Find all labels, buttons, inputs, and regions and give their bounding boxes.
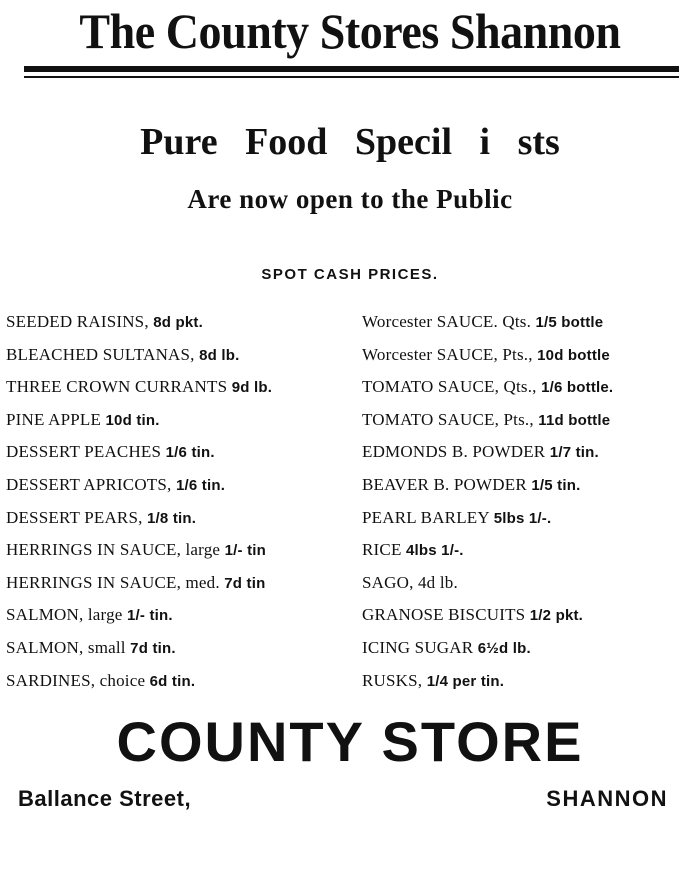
item-name: DESSERT PEACHES bbox=[6, 442, 166, 462]
price-item bbox=[6, 436, 356, 469]
price-item bbox=[362, 534, 700, 567]
item-price: 1/6 bottle. bbox=[541, 379, 614, 397]
item-name: HERRINGS IN SAUCE, med. bbox=[6, 572, 225, 592]
price-item bbox=[362, 469, 700, 502]
price-item bbox=[6, 371, 356, 404]
item-name: TOMATO SAUCE, Qts., bbox=[362, 377, 542, 397]
item-name: SAGO, 4d lb. bbox=[362, 572, 458, 592]
item-name: RUSKS, bbox=[362, 670, 427, 690]
item-price: 5lbs 1/-. bbox=[493, 509, 552, 527]
open-announcement: Are now open to the Public bbox=[187, 184, 513, 214]
price-item bbox=[362, 632, 700, 665]
item-name: EDMONDS B. POWDER bbox=[362, 442, 550, 462]
price-list-heading: SPOT CASH PRICES. bbox=[261, 266, 439, 283]
item-price: 1/5 tin. bbox=[531, 476, 581, 494]
price-item bbox=[6, 567, 356, 600]
item-name: PINE APPLE bbox=[6, 409, 106, 429]
item-price: 1/6 tin. bbox=[175, 476, 226, 494]
item-name: HERRINGS IN SAUCE, large bbox=[6, 540, 225, 560]
tagline: Pure Food Specil i sts bbox=[140, 121, 560, 163]
item-price: 1/- tin bbox=[224, 542, 267, 560]
item-name: RICE bbox=[362, 540, 406, 560]
price-item bbox=[6, 632, 356, 665]
item-name: SEEDED RAISINS, bbox=[6, 312, 154, 331]
price-item bbox=[6, 599, 356, 632]
price-item bbox=[362, 567, 700, 600]
item-price: 1/- tin. bbox=[127, 607, 173, 625]
town-name: SHANNON bbox=[546, 786, 668, 811]
item-price: 10d tin. bbox=[105, 411, 160, 429]
item-name: SARDINES, choice bbox=[6, 670, 150, 690]
item-name: Worcester SAUCE. Qts. bbox=[362, 312, 536, 331]
price-item bbox=[6, 306, 356, 339]
price-item bbox=[6, 404, 356, 437]
item-price: 1/6 tin. bbox=[165, 444, 215, 462]
price-item bbox=[6, 339, 356, 372]
header-rule-thick bbox=[24, 66, 679, 72]
price-item bbox=[362, 599, 700, 632]
item-price: 1/8 tin. bbox=[147, 509, 197, 527]
item-name: SALMON, small bbox=[6, 637, 131, 657]
item-price: 11d bottle bbox=[538, 411, 611, 429]
item-price: 7d tin. bbox=[130, 639, 176, 657]
price-item bbox=[362, 665, 700, 698]
street-address: Ballance Street, bbox=[18, 786, 192, 811]
price-item bbox=[6, 469, 356, 502]
store-headline: The County Stores Shannon bbox=[79, 3, 621, 59]
item-price: 1/2 pkt. bbox=[529, 607, 584, 625]
store-name-banner: COUNTY STORE bbox=[116, 710, 584, 773]
item-name: BLEACHED SULTANAS, bbox=[6, 344, 200, 364]
price-list-right bbox=[362, 306, 700, 697]
item-price: 1/5 bottle bbox=[535, 314, 604, 331]
price-item bbox=[362, 404, 700, 437]
item-name: GRANOSE BISCUITS bbox=[362, 605, 530, 625]
item-price: 7d tin bbox=[224, 574, 266, 592]
item-price: 6d tin. bbox=[149, 672, 196, 690]
item-name: THREE CROWN CURRANTS bbox=[6, 377, 232, 397]
item-price: 1/7 tin. bbox=[549, 444, 599, 462]
price-list-left bbox=[6, 306, 356, 697]
item-name: ICING SUGAR bbox=[362, 637, 478, 657]
item-price: 1/4 per tin. bbox=[426, 672, 505, 690]
price-item bbox=[362, 306, 700, 339]
item-price: 10d bottle bbox=[537, 346, 610, 364]
header-rule-thin bbox=[24, 76, 679, 78]
item-price: 6½d lb. bbox=[477, 639, 531, 657]
price-item bbox=[362, 502, 700, 535]
item-price: 4lbs 1/-. bbox=[405, 542, 464, 560]
item-name: PEARL BARLEY bbox=[362, 507, 494, 527]
price-item bbox=[362, 339, 700, 372]
item-price: 8d lb. bbox=[199, 346, 240, 364]
item-price: 8d pkt. bbox=[153, 314, 203, 331]
price-item bbox=[6, 502, 356, 535]
item-name: BEAVER B. POWDER bbox=[362, 474, 532, 494]
item-price: 9d lb. bbox=[231, 379, 273, 397]
item-name: DESSERT PEARS, bbox=[6, 507, 148, 527]
price-item bbox=[362, 436, 700, 469]
item-name: Worcester SAUCE, Pts., bbox=[362, 344, 538, 364]
item-name: SALMON, large bbox=[6, 605, 128, 625]
price-item bbox=[362, 371, 700, 404]
item-name: DESSERT APRICOTS, bbox=[6, 474, 176, 494]
price-item bbox=[6, 534, 356, 567]
item-name: TOMATO SAUCE, Pts., bbox=[362, 409, 539, 429]
price-item bbox=[6, 665, 356, 698]
